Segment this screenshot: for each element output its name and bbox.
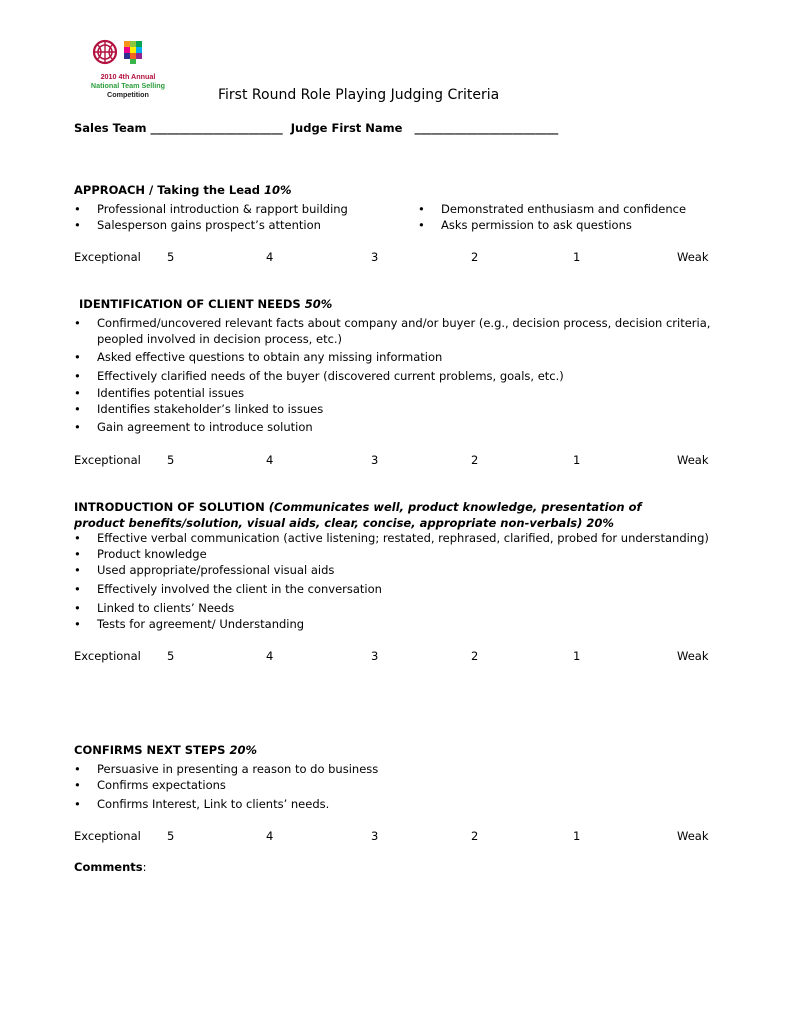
- comments-colon: :: [142, 860, 147, 874]
- bullet-icon: •: [74, 547, 81, 561]
- list-item-text: Linked to clients’ Needs: [97, 601, 235, 615]
- list-item-text: Used appropriate/professional visual aids: [97, 563, 335, 577]
- list-item-text: Persuasive in presenting a reason to do business: [97, 762, 379, 776]
- bullet-icon: •: [74, 617, 81, 631]
- bullet-icon: •: [74, 350, 81, 364]
- logo-year-line: 2010 4th Annual: [100, 72, 156, 81]
- comments-label-text: Comments: [74, 860, 143, 874]
- scale-value-1: 1: [573, 453, 581, 467]
- rating-scale-approach: [74, 250, 714, 266]
- bullet-icon: •: [74, 402, 81, 416]
- scale-value-5: 5: [167, 649, 175, 663]
- list-item-text: Tests for agreement/ Understanding: [97, 617, 305, 631]
- bullet-icon: •: [74, 369, 81, 383]
- introduction-heading-detail: (Communicates well, product knowledge, presentation of: [268, 500, 642, 514]
- bullet-icon: •: [74, 601, 81, 615]
- list-item-text: Product knowledge: [97, 547, 207, 561]
- list-item-text: Demonstrated enthusiasm and confidence: [441, 202, 687, 216]
- rating-scale-identification: [74, 453, 714, 469]
- scale-label-exceptional: Exceptional: [74, 453, 141, 467]
- list-item-text: Identifies stakeholder’s linked to issues: [97, 402, 324, 416]
- bullet-icon: •: [74, 531, 81, 545]
- rating-scale-next-steps: [74, 829, 714, 845]
- list-item-text: Professional introduction & rapport building: [97, 202, 348, 216]
- scale-label-weak: Weak: [677, 829, 709, 843]
- comments-label: [74, 860, 147, 874]
- bullet-icon: •: [74, 202, 81, 216]
- introduction-heading-detail-2: product benefits/solution, visual aids, clear, concise, appropriate non-verbals) 20%: [74, 516, 614, 530]
- bullet-icon: •: [74, 386, 81, 400]
- scale-label-exceptional: Exceptional: [74, 649, 141, 663]
- list-item-text: Confirms Interest, Link to clients’ needs.: [97, 797, 330, 811]
- bullet-icon: •: [74, 316, 81, 330]
- scale-value-4: 4: [266, 829, 274, 843]
- scale-label-exceptional: Exceptional: [74, 829, 141, 843]
- scale-value-4: 4: [266, 649, 274, 663]
- list-item-text: Effectively clarified needs of the buyer (discovered current problems, goals, etc.): [97, 369, 564, 383]
- list-item-text: Asked effective questions to obtain any missing information: [97, 350, 443, 364]
- logo-emblem-icon: [80, 38, 176, 72]
- introduction-heading-line-2: [74, 516, 614, 530]
- bullet-icon: •: [74, 582, 81, 596]
- logo-text: [80, 72, 176, 99]
- bullet-icon: •: [74, 762, 81, 776]
- bullet-icon: •: [74, 218, 81, 232]
- identification-heading: [79, 297, 332, 311]
- sales-team-judge-line: Sales Team _______________________ Judge First Name _________________________: [74, 121, 559, 135]
- identification-heading-text: IDENTIFICATION OF CLIENT NEEDS: [79, 297, 301, 311]
- scale-value-5: 5: [167, 829, 175, 843]
- approach-heading-text: APPROACH / Taking the Lead: [74, 183, 260, 197]
- bullet-icon: •: [74, 778, 81, 792]
- scale-value-3: 3: [371, 453, 379, 467]
- scale-value-2: 2: [471, 829, 479, 843]
- competition-logo: [80, 38, 176, 104]
- scale-value-2: 2: [471, 453, 479, 467]
- list-item-text: peopled involved in decision process, etc.): [97, 332, 343, 346]
- scale-value-3: 3: [371, 649, 379, 663]
- next-steps-heading-text: CONFIRMS NEXT STEPS: [74, 743, 226, 757]
- scale-value-5: 5: [167, 453, 175, 467]
- list-item-text: Salesperson gains prospect’s attention: [97, 218, 321, 232]
- list-item-text: Asks permission to ask questions: [441, 218, 632, 232]
- scale-value-1: 1: [573, 829, 581, 843]
- scale-value-5: 5: [167, 250, 175, 264]
- next-steps-heading: [74, 743, 257, 757]
- identification-weight: 50%: [304, 297, 333, 311]
- bullet-icon: •: [74, 420, 81, 434]
- list-item-text: Effective verbal communication (active listening; restated, rephrased, clarified, probed for understanding): [97, 531, 709, 545]
- logo-program-line: National Team Selling: [90, 81, 166, 90]
- introduction-heading-text: INTRODUCTION OF SOLUTION: [74, 500, 265, 514]
- scale-value-4: 4: [266, 250, 274, 264]
- list-item-text: Identifies potential issues: [97, 386, 245, 400]
- next-steps-weight: 20%: [229, 743, 257, 757]
- scale-value-2: 2: [471, 649, 479, 663]
- list-item-text: Confirms expectations: [97, 778, 226, 792]
- scale-value-1: 1: [573, 250, 581, 264]
- page-title: First Round Role Playing Judging Criteria: [218, 87, 500, 103]
- scale-value-4: 4: [266, 453, 274, 467]
- rating-scale-introduction: [74, 649, 714, 665]
- scale-value-3: 3: [371, 250, 379, 264]
- list-item-text: Confirmed/uncovered relevant facts about company and/or buyer (e.g., decision process, decision criteria,: [97, 316, 711, 330]
- scale-value-3: 3: [371, 829, 379, 843]
- scale-label-weak: Weak: [677, 649, 709, 663]
- scale-label-exceptional: Exceptional: [74, 250, 141, 264]
- bullet-icon: •: [418, 218, 425, 232]
- bullet-icon: •: [74, 797, 81, 811]
- approach-weight: 10%: [264, 183, 292, 197]
- scale-label-weak: Weak: [677, 453, 709, 467]
- introduction-heading: [74, 500, 642, 514]
- approach-heading: [74, 183, 292, 197]
- scale-value-2: 2: [471, 250, 479, 264]
- bullet-icon: •: [74, 563, 81, 577]
- list-item-text: Effectively involved the client in the conversation: [97, 582, 382, 596]
- bullet-icon: •: [418, 202, 425, 216]
- scale-label-weak: Weak: [677, 250, 709, 264]
- list-item-text: Gain agreement to introduce solution: [97, 420, 313, 434]
- scale-value-1: 1: [573, 649, 581, 663]
- logo-competition-line: Competition: [107, 90, 149, 99]
